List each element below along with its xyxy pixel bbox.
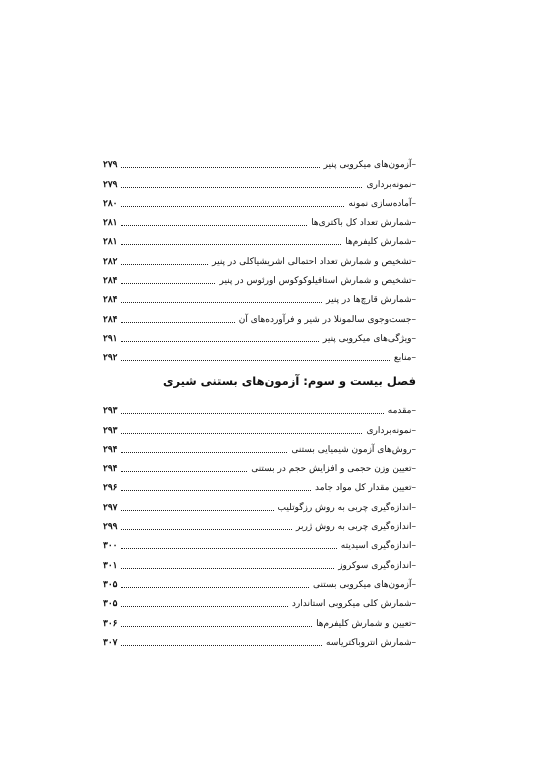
dot-leader <box>121 413 384 414</box>
toc-entry-title: –تشخیص و شمارش استافیلوکوکوس اورئوس در پنیر <box>219 276 416 287</box>
toc-row <box>103 398 416 417</box>
toc-entry-title: –منابع <box>393 353 416 364</box>
toc-row <box>103 306 416 325</box>
toc-entry-title: –نمونه‌برداری <box>366 425 416 436</box>
toc-row <box>103 229 416 248</box>
dot-leader <box>121 626 313 627</box>
dot-leader <box>121 606 288 607</box>
toc-entry-title: –شمارش قارچ‌ها در پنیر <box>326 295 416 306</box>
toc-page-number: ۲۹۳ <box>103 406 118 417</box>
toc-page-number: ۲۸۴ <box>103 295 118 306</box>
toc-page-number: ۲۹۱ <box>103 333 118 344</box>
dot-leader <box>121 490 312 491</box>
dot-leader <box>121 645 322 646</box>
toc-row <box>103 533 416 552</box>
toc-page-number: ۲۸۲ <box>103 256 118 267</box>
toc-row <box>103 191 416 210</box>
dot-leader <box>121 510 274 511</box>
toc-entry-title: –نمونه‌برداری <box>366 179 416 190</box>
toc-page-number: ۳۰۵ <box>103 579 118 590</box>
dot-leader <box>121 568 335 569</box>
dot-leader <box>121 244 342 245</box>
toc-page-number: ۳۰۷ <box>103 637 118 648</box>
toc-row <box>103 287 416 306</box>
toc-page-number: ۲۹۹ <box>103 522 118 533</box>
toc-entry-title: –تعیین و شمارش کلیفرم‌ها <box>316 618 416 629</box>
toc-page-number: ۳۰۵ <box>103 599 118 610</box>
toc-page-number: ۲۸۴ <box>103 314 118 325</box>
toc-entry-title: –شمارش انتروباکتریاسه <box>325 637 416 648</box>
toc-entry-title: –تعیین مقدار کل مواد جامد <box>315 483 416 494</box>
toc-page-number: ۲۸۱ <box>103 237 118 248</box>
table-of-contents-part-1 <box>103 152 416 364</box>
toc-entry-title: –ویژگی‌های میکروبی پنیر <box>322 333 416 344</box>
toc-row <box>103 345 416 364</box>
toc-row <box>103 610 416 629</box>
toc-entry-title: –شمارش کلی میکروبی استاندارد <box>291 599 416 610</box>
toc-row <box>103 572 416 591</box>
toc-row <box>103 437 416 456</box>
toc-row <box>103 152 416 171</box>
toc-row <box>103 514 416 533</box>
toc-page-number: ۳۰۰ <box>103 541 118 552</box>
toc-row <box>103 417 416 436</box>
toc-row <box>103 475 416 494</box>
dot-leader <box>121 587 310 588</box>
dot-leader <box>121 433 363 434</box>
table-of-contents-part-2 <box>103 398 416 649</box>
dot-leader <box>121 302 323 303</box>
toc-page-number: ۲۸۱ <box>103 218 118 229</box>
toc-entry-title: –مقدمه <box>387 406 416 417</box>
dot-leader <box>121 529 293 530</box>
dot-leader <box>121 452 288 453</box>
toc-row <box>103 210 416 229</box>
toc-row <box>103 171 416 190</box>
toc-entry-title: –روش‌های آزمون شیمیایی بستنی <box>291 444 416 455</box>
dot-leader <box>121 167 320 168</box>
toc-page-number: ۲۷۹ <box>103 179 118 190</box>
dot-leader <box>121 322 235 323</box>
toc-page-number: ۳۰۱ <box>103 560 118 571</box>
dot-leader <box>121 225 308 226</box>
toc-entry-title: –شمارش تعداد کل باکتری‌ها <box>311 218 416 229</box>
chapter-heading: فصل بیست و سوم: آزمون‌های بستنی شیری <box>162 374 416 388</box>
toc-entry-title: –تشخیص و شمارش تعداد احتمالی اشریشیاکلی در پنیر <box>212 256 416 267</box>
toc-entry-title: –جست‌وجوی سالمونلا در شیر و فرآورده‌های آن <box>238 314 416 325</box>
toc-entry-title: –آماده‌سازی نمونه <box>348 198 416 209</box>
dot-leader <box>121 471 248 472</box>
dot-leader <box>121 187 363 188</box>
toc-page-number: ۲۸۴ <box>103 276 118 287</box>
dot-leader <box>121 264 209 265</box>
toc-page-number: ۲۹۷ <box>103 502 118 513</box>
toc-entry-title: –اندازه‌گیری اسیدیته <box>340 541 416 552</box>
toc-entry-title: –تعیین وزن حجمی و افزایش حجم در بستنی <box>251 464 416 475</box>
toc-page-number: ۲۷۹ <box>103 160 118 171</box>
toc-row <box>103 326 416 345</box>
toc-page-number: ۲۹۶ <box>103 483 118 494</box>
toc-page-number: ۳۰۶ <box>103 618 118 629</box>
toc-row <box>103 456 416 475</box>
toc-entry-title: –آزمون‌های میکروبی پنیر <box>323 160 416 171</box>
toc-row <box>103 630 416 649</box>
toc-entry-title: –آزمون‌های میکروبی بستنی <box>313 579 416 590</box>
toc-row <box>103 591 416 610</box>
toc-entry-title: –اندازه‌گیری چربی به روش ژربر <box>296 522 416 533</box>
toc-row <box>103 494 416 513</box>
dot-leader <box>121 341 319 342</box>
toc-page-number: ۲۹۲ <box>103 353 118 364</box>
toc-entry-title: –اندازه‌گیری سوکروز <box>338 560 416 571</box>
toc-row <box>103 552 416 571</box>
toc-page-number: ۲۸۰ <box>103 198 118 209</box>
toc-page-number: ۲۹۴ <box>103 464 118 475</box>
toc-page-number: ۲۹۴ <box>103 444 118 455</box>
toc-row <box>103 248 416 267</box>
dot-leader <box>121 206 345 207</box>
toc-entry-title: –اندازه‌گیری چربی به روش رزگوتلیب <box>277 502 416 513</box>
dot-leader <box>121 548 337 549</box>
toc-entry-title: –شمارش کلیفرم‌ها <box>345 237 416 248</box>
dot-leader <box>121 283 216 284</box>
toc-page-number: ۲۹۳ <box>103 425 118 436</box>
toc-row <box>103 268 416 287</box>
dot-leader <box>121 360 390 361</box>
